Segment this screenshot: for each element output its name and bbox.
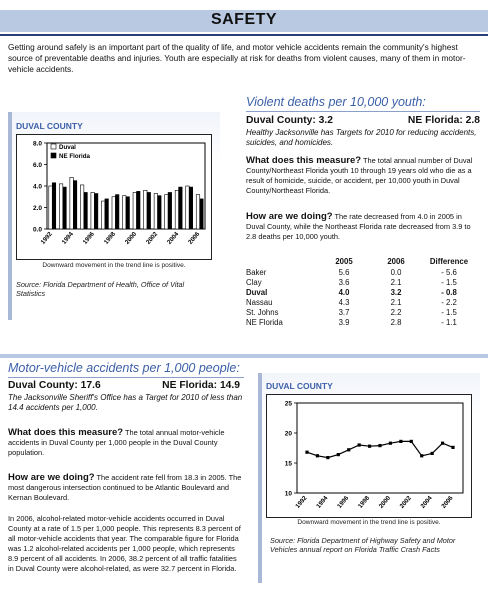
table-cell-county: Baker — [246, 267, 267, 277]
motor-alcohol-paragraph: In 2006, alcohol-related motor-vehicle accidents occurred in Duval County at a rate of 1.5 per 1,000 people. This represents 8.3 percent of all motor-vehicle accidents that year. The comparable figure for Florida was 1.2 alcohol-related accidents per 1,000 people, which represents 8.9 percent of all accidents. In 2006, 38.2 percent of all traffic fatalities in Duval County were alcohol-related, as were 32.7 percent in Florida. — [8, 514, 241, 573]
table-cell-2006: 2.2 — [390, 307, 402, 317]
bar-duval — [101, 201, 104, 229]
bar-duval — [196, 195, 199, 229]
bar-ne-florida — [115, 195, 118, 229]
table-cell-2005: 3.6 — [338, 277, 350, 287]
intro-paragraph: Getting around safely is an important part of the quality of life, and motor vehicle accidents remain the community's highest source of preventable deaths and injuries. Youth are especially at risk for deaths from violent causes, many of them in motor-vehicle accidents. — [8, 42, 466, 74]
y-tick-label: 20 — [284, 430, 292, 438]
motor-doing-block — [8, 473, 244, 503]
bar-duval — [59, 184, 62, 229]
x-tick-label: 1992 — [294, 494, 309, 510]
data-point — [431, 452, 434, 455]
violent-measure-answer: The total annual number of Duval County/Northeast Florida youth 10 through 19 years old who die as a result of homicide, suicide, or accident, per 10,000 youth in Duval County/Northeast Florida. — [246, 156, 473, 195]
table-row — [246, 277, 476, 287]
table-cell-2005: 4.0 — [338, 287, 350, 297]
right-panel-label: DUVAL COUNTY — [266, 381, 333, 391]
violent-doing-question: How are we doing? — [246, 211, 333, 222]
bar-duval — [186, 186, 189, 229]
data-point — [399, 440, 402, 443]
data-point — [378, 444, 381, 447]
table-header-difference: Difference — [429, 257, 469, 266]
data-point — [368, 445, 371, 448]
right-chart-source: Source: Florida Department of Highway Safety and Motor Vehicles annual report on Florida Traffic Crash Facts — [270, 536, 456, 554]
violent-doing-block — [246, 212, 480, 242]
bar-ne-florida — [52, 183, 55, 229]
motor-measure-block — [8, 428, 244, 458]
x-tick-label: 2000 — [377, 494, 392, 510]
x-tick-label: 2002 — [398, 494, 413, 510]
legend-label: Duval — [59, 144, 76, 151]
table-cell-county: Nassau — [246, 297, 273, 307]
table-cell-2005: 5.6 — [338, 267, 350, 277]
table-cell-county: St. Johns — [246, 307, 279, 317]
table-cell-county: Clay — [246, 277, 262, 287]
bar-ne-florida — [94, 194, 97, 229]
y-tick-label: 25 — [284, 400, 292, 408]
data-point — [316, 454, 319, 457]
table-row — [246, 307, 476, 317]
data-point — [358, 443, 361, 446]
motor-measure-answer: The total annual motor-vehicle accidents in Duval County per 1,000 people in the Duval County population. — [8, 428, 225, 457]
bar-ne-florida — [126, 197, 129, 229]
y-tick-label: 15 — [284, 460, 292, 468]
bar-duval — [175, 190, 178, 229]
motor-accidents-line-chart — [267, 395, 471, 517]
motor-ne-stat: NE Florida: 14.9 — [162, 380, 240, 391]
violent-duval-stat: Duval County: 3.2 — [246, 115, 333, 126]
bar-duval — [112, 197, 115, 229]
bar-ne-florida — [158, 196, 161, 229]
bar-ne-florida — [189, 187, 192, 229]
bar-duval — [154, 194, 157, 229]
x-tick-label: 1992 — [39, 230, 54, 246]
violent-measure-block — [246, 156, 480, 196]
table-header-2006: 2006 — [387, 257, 405, 266]
table-header-county — [246, 257, 318, 267]
bar-duval — [49, 186, 52, 229]
violent-deaths-chart-frame — [16, 134, 212, 260]
legend-swatch — [51, 144, 56, 149]
violent-ne-stat: NE Florida: 2.8 — [407, 115, 480, 126]
table-cell-difference: - 1.5 — [441, 307, 457, 317]
x-tick-label: 2004 — [419, 494, 434, 510]
motor-doing-answer: The accident rate fell from 18.3 in 2005. The most dangerous intersection continued to be Atlantic Boulevard and Kernan Boulevard. — [8, 473, 242, 502]
table-cell-2006: 2.8 — [390, 317, 402, 327]
bar-duval — [165, 195, 168, 229]
bar-duval — [133, 192, 136, 229]
violent-doing-answer: The rate decreased from 4.0 in 2005 in Duval County, while the Northeast Florida rate decreased from 3.9 to 2.8 deaths per 10,000 youth. — [246, 212, 471, 241]
x-tick-label: 1996 — [336, 494, 351, 510]
table-cell-county: NE Florida — [246, 317, 283, 327]
motor-heading-underline — [8, 377, 244, 378]
table-row — [246, 297, 476, 307]
legend-swatch — [51, 153, 56, 158]
table-cell-2006: 3.2 — [390, 287, 402, 297]
page-title: SAFETY — [210, 11, 278, 28]
section-separator — [0, 354, 488, 358]
x-tick-label: 2004 — [165, 230, 181, 246]
right-chart-caption: Downward movement in the trend line is positive. — [297, 519, 441, 526]
left-panel-label: DUVAL COUNTY — [16, 121, 83, 131]
motor-doing-question: How are we doing? — [8, 472, 95, 483]
header-divider — [0, 34, 488, 36]
x-tick-label: 2006 — [187, 230, 202, 246]
y-tick-label: 0.0 — [32, 226, 42, 234]
data-point — [347, 448, 350, 451]
table-row-duval — [246, 287, 476, 297]
x-tick-label: 1998 — [356, 494, 372, 510]
data-point — [326, 456, 329, 459]
data-point — [389, 442, 392, 445]
left-chart-source: Source: Florida Department of Health, Office of Vital Statistics — [16, 280, 185, 298]
table-cell-difference: - 1.5 — [441, 277, 457, 287]
bar-duval — [144, 190, 147, 229]
x-tick-label: 1996 — [81, 230, 96, 246]
violent-deaths-bar-chart — [17, 135, 211, 259]
x-tick-label: 1994 — [60, 230, 75, 246]
bar-ne-florida — [73, 181, 76, 229]
data-point — [305, 451, 308, 454]
table-cell-difference: - 2.2 — [441, 297, 457, 307]
table-cell-difference: - 5.6 — [441, 267, 457, 277]
county-comparison-table — [246, 257, 476, 327]
y-tick-label: 6.0 — [32, 162, 42, 169]
data-point — [337, 453, 340, 456]
table-cell-county: Duval — [246, 287, 268, 297]
table-cell-2005: 3.7 — [338, 307, 350, 317]
y-tick-label: 10 — [284, 490, 292, 498]
bar-ne-florida — [63, 187, 66, 229]
y-tick-label: 2.0 — [32, 205, 42, 212]
violent-deaths-heading: Violent deaths per 10,000 youth: — [246, 95, 426, 109]
bar-ne-florida — [200, 199, 203, 229]
motor-duval-stat: Duval County: 17.6 — [8, 380, 101, 391]
x-tick-label: 2006 — [440, 494, 455, 510]
table-cell-2005: 3.9 — [338, 317, 350, 327]
bar-duval — [91, 192, 94, 229]
data-point — [451, 446, 454, 449]
table-row — [246, 267, 476, 277]
table-cell-2006: 0.0 — [390, 267, 402, 277]
y-tick-label: 8.0 — [32, 140, 42, 148]
table-cell-2006: 2.1 — [390, 277, 402, 287]
data-point — [441, 442, 444, 445]
series-line — [307, 441, 453, 457]
table-cell-2005: 4.3 — [338, 297, 350, 307]
table-row — [246, 317, 476, 327]
bar-ne-florida — [105, 199, 108, 229]
table-cell-difference: - 0.8 — [441, 287, 457, 297]
legend-label: NE Florida — [59, 153, 90, 160]
motor-target-note: The Jacksonville Sheriff's Office has a Target for 2010 of less than 14.4 accidents per 1,000. — [8, 393, 243, 412]
data-point — [410, 440, 413, 443]
violent-target-note: Healthy Jacksonville has Targets for 2010 for reducing accidents, suicides, and homicides. — [246, 128, 477, 147]
bar-duval — [80, 185, 83, 229]
table-header-2005: 2005 — [335, 257, 353, 266]
y-tick-label: 4.0 — [32, 183, 42, 191]
violent-heading-underline — [246, 111, 480, 112]
x-tick-label: 1998 — [102, 230, 117, 246]
violent-measure-question: What does this measure? — [246, 155, 362, 166]
table-header-row — [246, 257, 476, 267]
bar-duval — [123, 196, 126, 229]
data-point — [420, 454, 423, 457]
x-tick-label: 2002 — [144, 230, 160, 246]
bar-ne-florida — [179, 187, 182, 229]
bar-ne-florida — [84, 192, 87, 229]
bar-duval — [70, 177, 73, 229]
left-chart-caption: Downward movement in the trend line is positive. — [42, 262, 186, 269]
bar-ne-florida — [147, 192, 150, 229]
table-cell-2006: 2.1 — [390, 297, 402, 307]
motor-vehicle-heading: Motor-vehicle accidents per 1,000 people: — [8, 361, 240, 375]
bar-ne-florida — [137, 191, 140, 229]
x-tick-label: 2000 — [123, 230, 139, 246]
x-tick-label: 1994 — [315, 494, 330, 510]
motor-measure-question: What does this measure? — [8, 427, 124, 438]
bar-ne-florida — [168, 192, 171, 229]
table-cell-difference: - 1.1 — [441, 317, 457, 327]
motor-accidents-chart-frame — [266, 394, 472, 518]
